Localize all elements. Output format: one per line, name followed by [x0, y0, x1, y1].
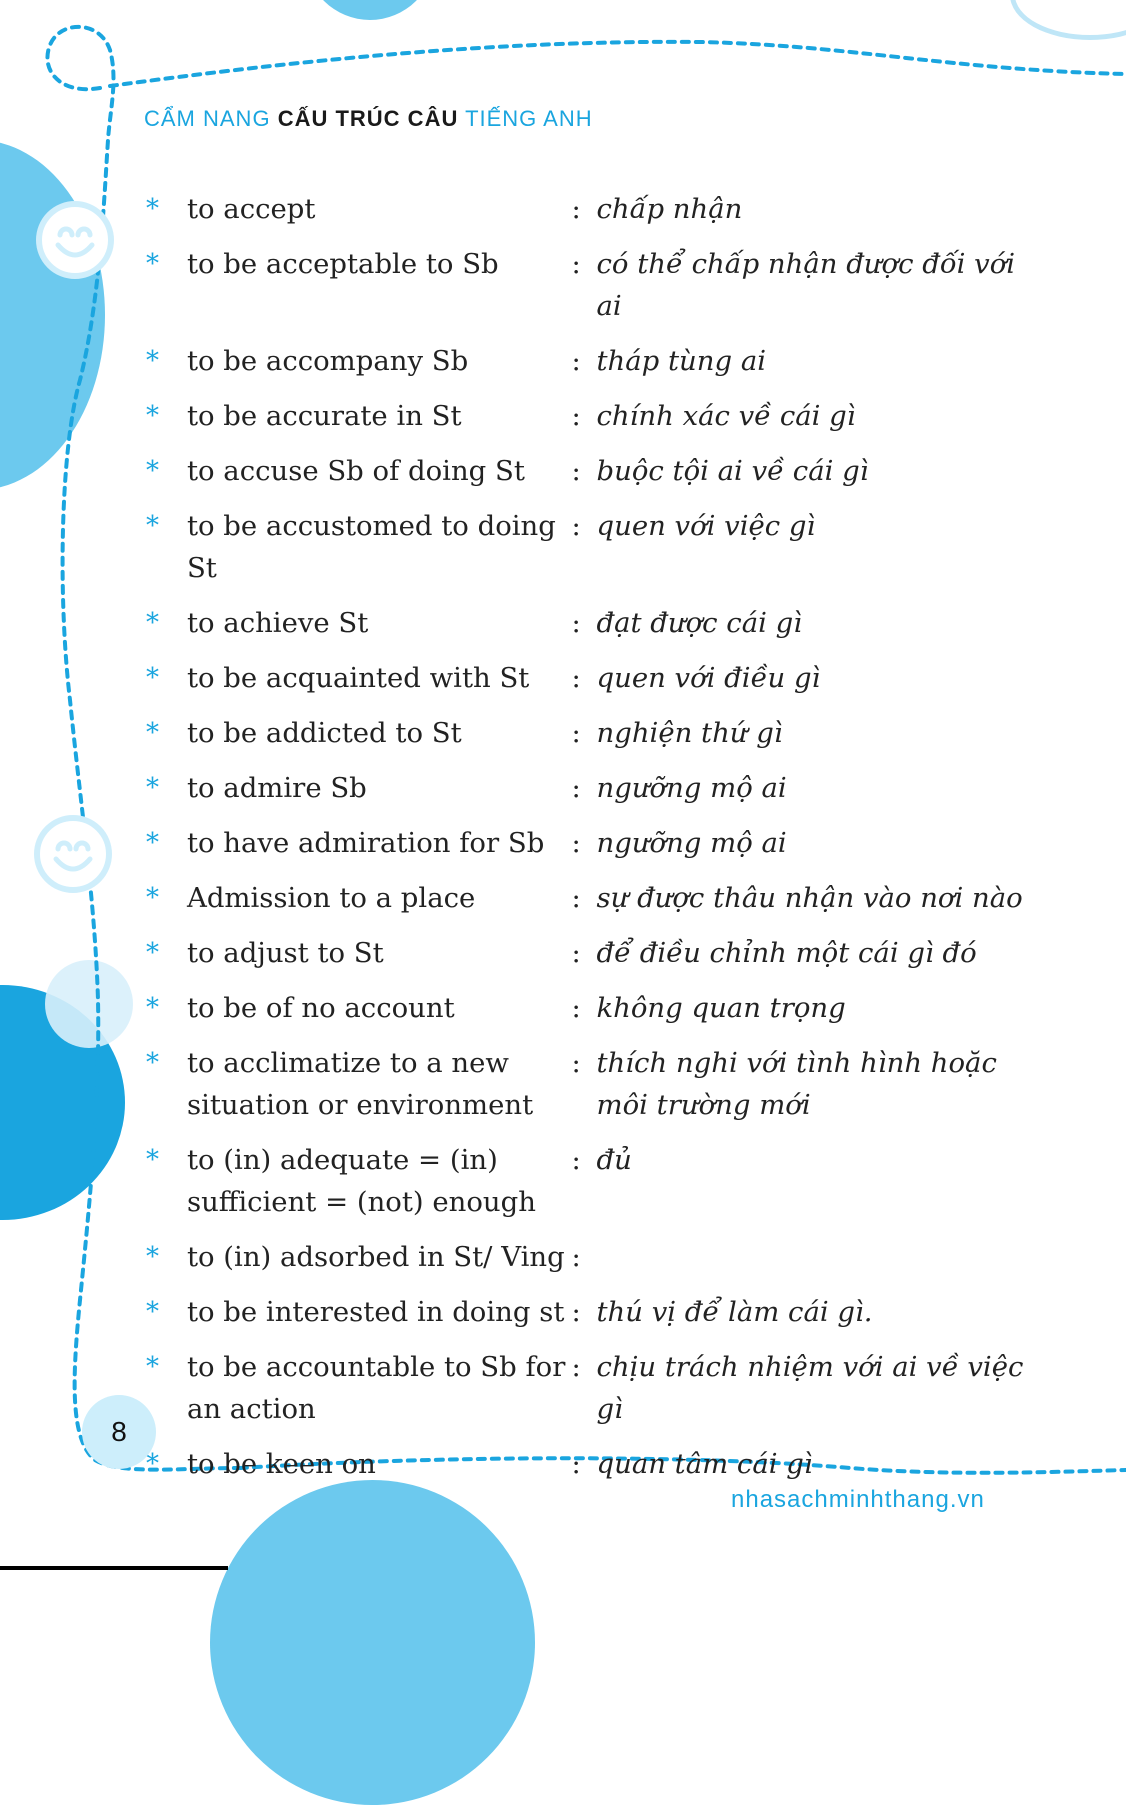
decorative-circle-bottom — [210, 1480, 535, 1805]
entry-meaning: nghiện thứ gì — [596, 717, 783, 749]
list-item — [146, 1346, 1046, 1430]
page-header — [144, 106, 593, 132]
decorative-ring-top-right — [1010, 0, 1126, 40]
list-item — [146, 712, 1046, 754]
list-item — [146, 877, 1046, 919]
bullet-icon: * — [146, 401, 159, 431]
bullet-icon: * — [146, 1352, 159, 1382]
header-bold: CẤU TRÚC CÂU — [277, 106, 459, 131]
decorative-circle-top — [305, 0, 435, 20]
entry-term: to be of no account — [186, 992, 455, 1024]
list-item — [146, 932, 1046, 974]
header-prefix: CẨM NANG — [144, 106, 271, 131]
entry-separator: : — [571, 400, 581, 432]
bullet-icon: * — [146, 828, 159, 858]
bullet-icon: * — [146, 663, 159, 693]
list-item — [146, 243, 1046, 327]
entry-meaning: quan tâm cái gì — [596, 1448, 813, 1480]
entry-separator: : — [571, 455, 581, 487]
header-suffix: TIẾNG ANH — [465, 106, 593, 131]
entry-term: to achieve St — [186, 607, 369, 639]
bullet-icon: * — [146, 456, 159, 486]
entry-meaning: tháp tùng ai — [596, 345, 767, 377]
entry-separator: : — [571, 1351, 581, 1383]
entry-term: to (in) adsorbed in St/ Ving — [186, 1241, 565, 1273]
entry-separator: : — [571, 717, 581, 749]
list-item — [146, 395, 1046, 437]
entry-meaning: quen với việc gì — [596, 510, 816, 542]
entry-meaning: chấp nhận — [596, 193, 743, 225]
entry-term: to be acceptable to Sb — [186, 248, 499, 280]
entry-meaning: thích nghi với tình hình hoặc môi trường mới — [596, 1047, 997, 1121]
bottom-rule — [0, 1566, 228, 1570]
vocabulary-list — [146, 188, 1046, 1498]
entry-separator: : — [571, 510, 581, 542]
bullet-icon: * — [146, 718, 159, 748]
entry-meaning: ngưỡng mộ ai — [596, 827, 787, 859]
entry-meaning: đủ — [596, 1144, 632, 1176]
entry-separator: : — [571, 662, 581, 694]
bullet-icon: * — [146, 938, 159, 968]
entry-meaning: buộc tội ai về cái gì — [596, 455, 869, 487]
entry-separator: : — [571, 607, 581, 639]
list-item — [146, 822, 1046, 864]
entry-separator: : — [571, 937, 581, 969]
decorative-circle-left — [0, 140, 105, 490]
bullet-icon: * — [146, 1297, 159, 1327]
bullet-icon: * — [146, 1449, 159, 1479]
bullet-icon: * — [146, 608, 159, 638]
entry-term: to accuse Sb of doing St — [186, 455, 525, 487]
entry-separator: : — [571, 992, 581, 1024]
entry-term: to admire Sb — [186, 772, 367, 804]
bullet-icon: * — [146, 346, 159, 376]
entry-meaning: đạt được cái gì — [596, 607, 803, 639]
entry-term: to be accountable to Sb for an action — [186, 1351, 566, 1425]
entry-term: Admission to a place — [186, 882, 476, 914]
entry-term: to be acquainted with St — [186, 662, 530, 694]
bullet-icon: * — [146, 249, 159, 279]
entry-term: to have admiration for Sb — [186, 827, 545, 859]
list-item — [146, 1291, 1046, 1333]
bullet-icon: * — [146, 1048, 159, 1078]
entry-separator: : — [571, 345, 581, 377]
list-item — [146, 450, 1046, 492]
entry-separator: : — [571, 1448, 581, 1480]
page-number: 8 — [111, 1416, 127, 1447]
entry-meaning: ngưỡng mộ ai — [596, 772, 787, 804]
entry-term: to be accompany Sb — [186, 345, 469, 377]
entry-meaning: có thể chấp nhận được đối với ai — [596, 248, 1016, 322]
entry-term: to be keen on — [186, 1448, 376, 1480]
bullet-icon: * — [146, 993, 159, 1023]
bullet-icon: * — [146, 773, 159, 803]
list-item — [146, 1443, 1046, 1485]
entry-term: to be interested in doing st — [186, 1296, 565, 1328]
entry-meaning: quen với điều gì — [596, 662, 821, 694]
decorative-circle-pale — [45, 960, 133, 1048]
bullet-icon: * — [146, 194, 159, 224]
entry-meaning: thú vị để làm cái gì. — [596, 1296, 873, 1328]
entry-separator: : — [571, 1144, 581, 1176]
bullet-icon: * — [146, 1145, 159, 1175]
entry-separator: : — [571, 1296, 581, 1328]
bullet-icon: * — [146, 883, 159, 913]
entry-term: to accept — [186, 193, 316, 225]
entry-separator: : — [571, 827, 581, 859]
entry-separator: : — [571, 1241, 581, 1273]
entry-term: to (in) adequate = (in) sufficient = (not) enough — [186, 1144, 536, 1218]
list-item — [146, 987, 1046, 1029]
list-item — [146, 657, 1046, 699]
entry-term: to be accustomed to doing St — [186, 510, 556, 584]
entry-separator: : — [571, 248, 581, 280]
entry-term: to be addicted to St — [186, 717, 462, 749]
smiley-icon — [34, 815, 112, 893]
list-item — [146, 1139, 1046, 1223]
entry-separator: : — [571, 193, 581, 225]
entry-term: to acclimatize to a new situation or environment — [186, 1047, 534, 1121]
entry-separator: : — [571, 882, 581, 914]
list-item — [146, 340, 1046, 382]
footer-url: nhasachminhthang.vn — [731, 1486, 985, 1513]
list-item — [146, 505, 1046, 589]
entry-meaning: không quan trọng — [596, 992, 846, 1024]
list-item — [146, 1236, 1046, 1278]
bullet-icon: * — [146, 1242, 159, 1272]
list-item — [146, 1042, 1046, 1126]
list-item — [146, 188, 1046, 230]
entry-meaning: sự được thâu nhận vào nơi nào — [596, 882, 1023, 914]
list-item — [146, 602, 1046, 644]
list-item — [146, 767, 1046, 809]
entry-meaning: chịu trách nhiệm với ai về việc gì — [596, 1351, 1024, 1425]
entry-meaning: để điều chỉnh một cái gì đó — [596, 937, 977, 969]
entry-separator: : — [571, 772, 581, 804]
entry-separator: : — [571, 1047, 581, 1079]
bullet-icon: * — [146, 511, 159, 541]
entry-meaning: chính xác về cái gì — [596, 400, 856, 432]
smiley-icon — [36, 201, 114, 279]
entry-term: to adjust to St — [186, 937, 384, 969]
entry-term: to be accurate in St — [186, 400, 462, 432]
